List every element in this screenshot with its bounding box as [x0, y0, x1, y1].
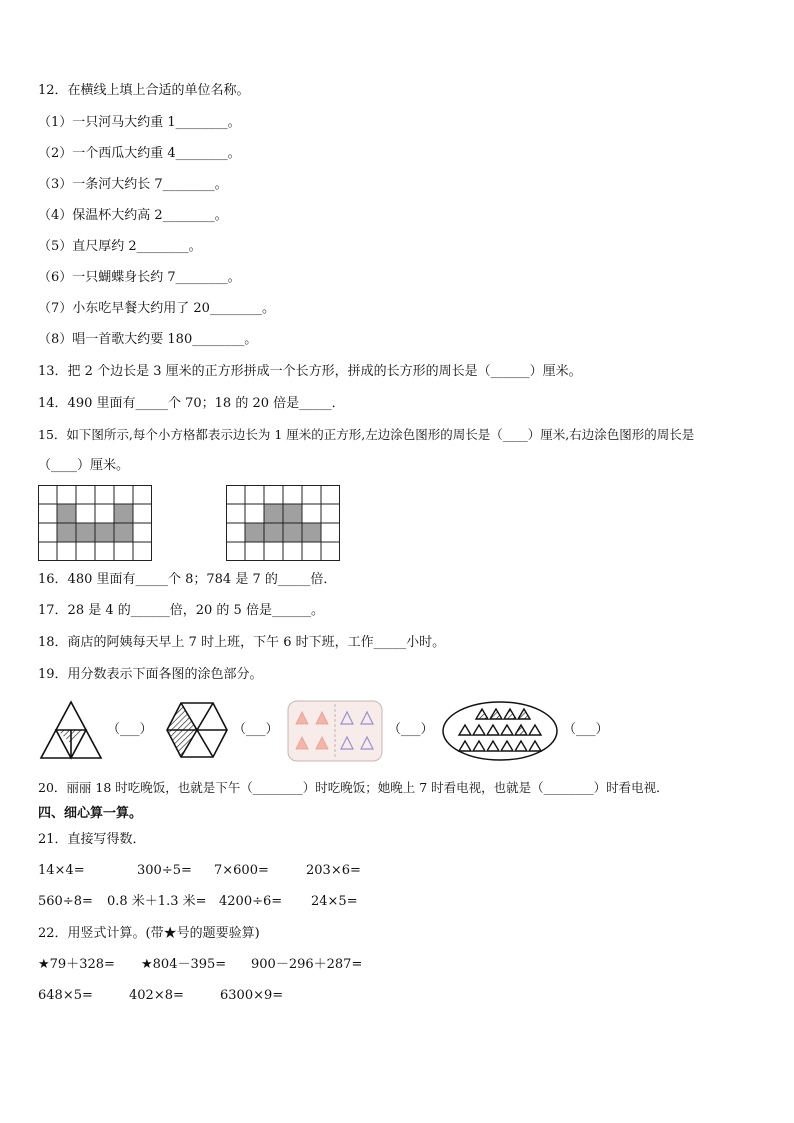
q20-text: 20．丽丽 18 时吃晚饭，也就是下午（________）时吃晚饭；她晚上 7 时看电视，也就是（________）时看电视．	[38, 780, 669, 795]
q22-r2-c1: 648×5=	[38, 988, 93, 1003]
q12-item-4: （4）保温杯大约高 2________。	[38, 208, 228, 223]
q15-line-1: 15．如下图所示,每个小方格都表示边长为 1 厘米的正方形,左边涂色图形的周长是（____）厘米,右边涂色图形的周长是	[38, 427, 695, 442]
q15-line-2: （____）厘米。	[38, 458, 130, 473]
q22-r1-c3: 900－296＋287=	[251, 957, 363, 972]
q22-r2-c3: 6300×9=	[220, 988, 284, 1003]
q19-blank-4: （___）	[563, 722, 609, 737]
section-4-heading: 四、细心算一算。	[38, 806, 143, 821]
q12-item-6: （6）一只蝴蝶身长约 7________。	[38, 270, 241, 285]
q19-title: 19．用分数表示下面各图的涂色部分。	[38, 667, 263, 682]
q22-title: 22．用竖式计算。(带★号的题要验算)	[38, 926, 260, 941]
q21-r1-c1: 14×4=	[38, 863, 85, 878]
q12-item-8: （8）唱一首歌大约要 180________。	[38, 332, 258, 347]
q21-r1-c3: 7×600=	[214, 863, 269, 878]
q21-r2-c2: 0.8 米＋1.3 米=	[107, 894, 207, 909]
q22-r2-c2: 402×8=	[129, 988, 184, 1003]
q12-item-7: （7）小东吃早餐大约用了 20________。	[38, 301, 275, 316]
q19-blank-1: （___）	[107, 722, 153, 737]
left-grid-figure	[38, 485, 154, 561]
right-grid-figure	[226, 485, 342, 561]
q12-item-2: （2）一个西瓜大约重 4________。	[38, 146, 241, 161]
q16-text: 16．480 里面有_____个 8；784 是 7 的_____倍．	[38, 572, 337, 587]
q12-title: 12．在横线上填上合适的单位名称。	[38, 83, 250, 98]
ellipse-triangles-figure	[441, 700, 559, 762]
q21-r2-c3: 4200÷6=	[219, 894, 283, 909]
q21-r1-c2: 300÷5=	[137, 863, 192, 878]
q14-text: 14．490 里面有_____个 70；18 的 20 倍是_____．	[38, 396, 345, 411]
hexagon-figure	[165, 702, 229, 758]
q21-title: 21．直接写得数．	[38, 832, 146, 847]
q12-item-1: （1）一只河马大约重 1________。	[38, 115, 241, 130]
q21-r2-c4: 24×5=	[311, 894, 358, 909]
q19-blank-2: （___）	[233, 722, 279, 737]
q21-r2-c1: 560÷8=	[38, 894, 93, 909]
q17-text: 17．28 是 4 的______倍，20 的 5 倍是______。	[38, 603, 324, 618]
q22-r1-c2: ★804－395=	[141, 957, 227, 972]
q22-r1-c1: ★79＋328=	[38, 957, 115, 972]
triangles-box-figure	[287, 700, 383, 762]
q21-r1-c4: 203×6=	[306, 863, 361, 878]
q18-text: 18．商店的阿姨每天早上 7 时上班，下午 6 时下班，工作_____小时。	[38, 635, 446, 650]
q13-text: 13．把 2 个边长是 3 厘米的正方形拼成一个长方形，拼成的长方形的周长是（______）厘米。	[38, 364, 582, 379]
q12-item-5: （5）直尺厚约 2________。	[38, 239, 202, 254]
q19-blank-3: （___）	[388, 722, 434, 737]
triangle-figure	[38, 699, 104, 761]
q12-item-3: （3）一条河大约长 7________。	[38, 177, 228, 192]
